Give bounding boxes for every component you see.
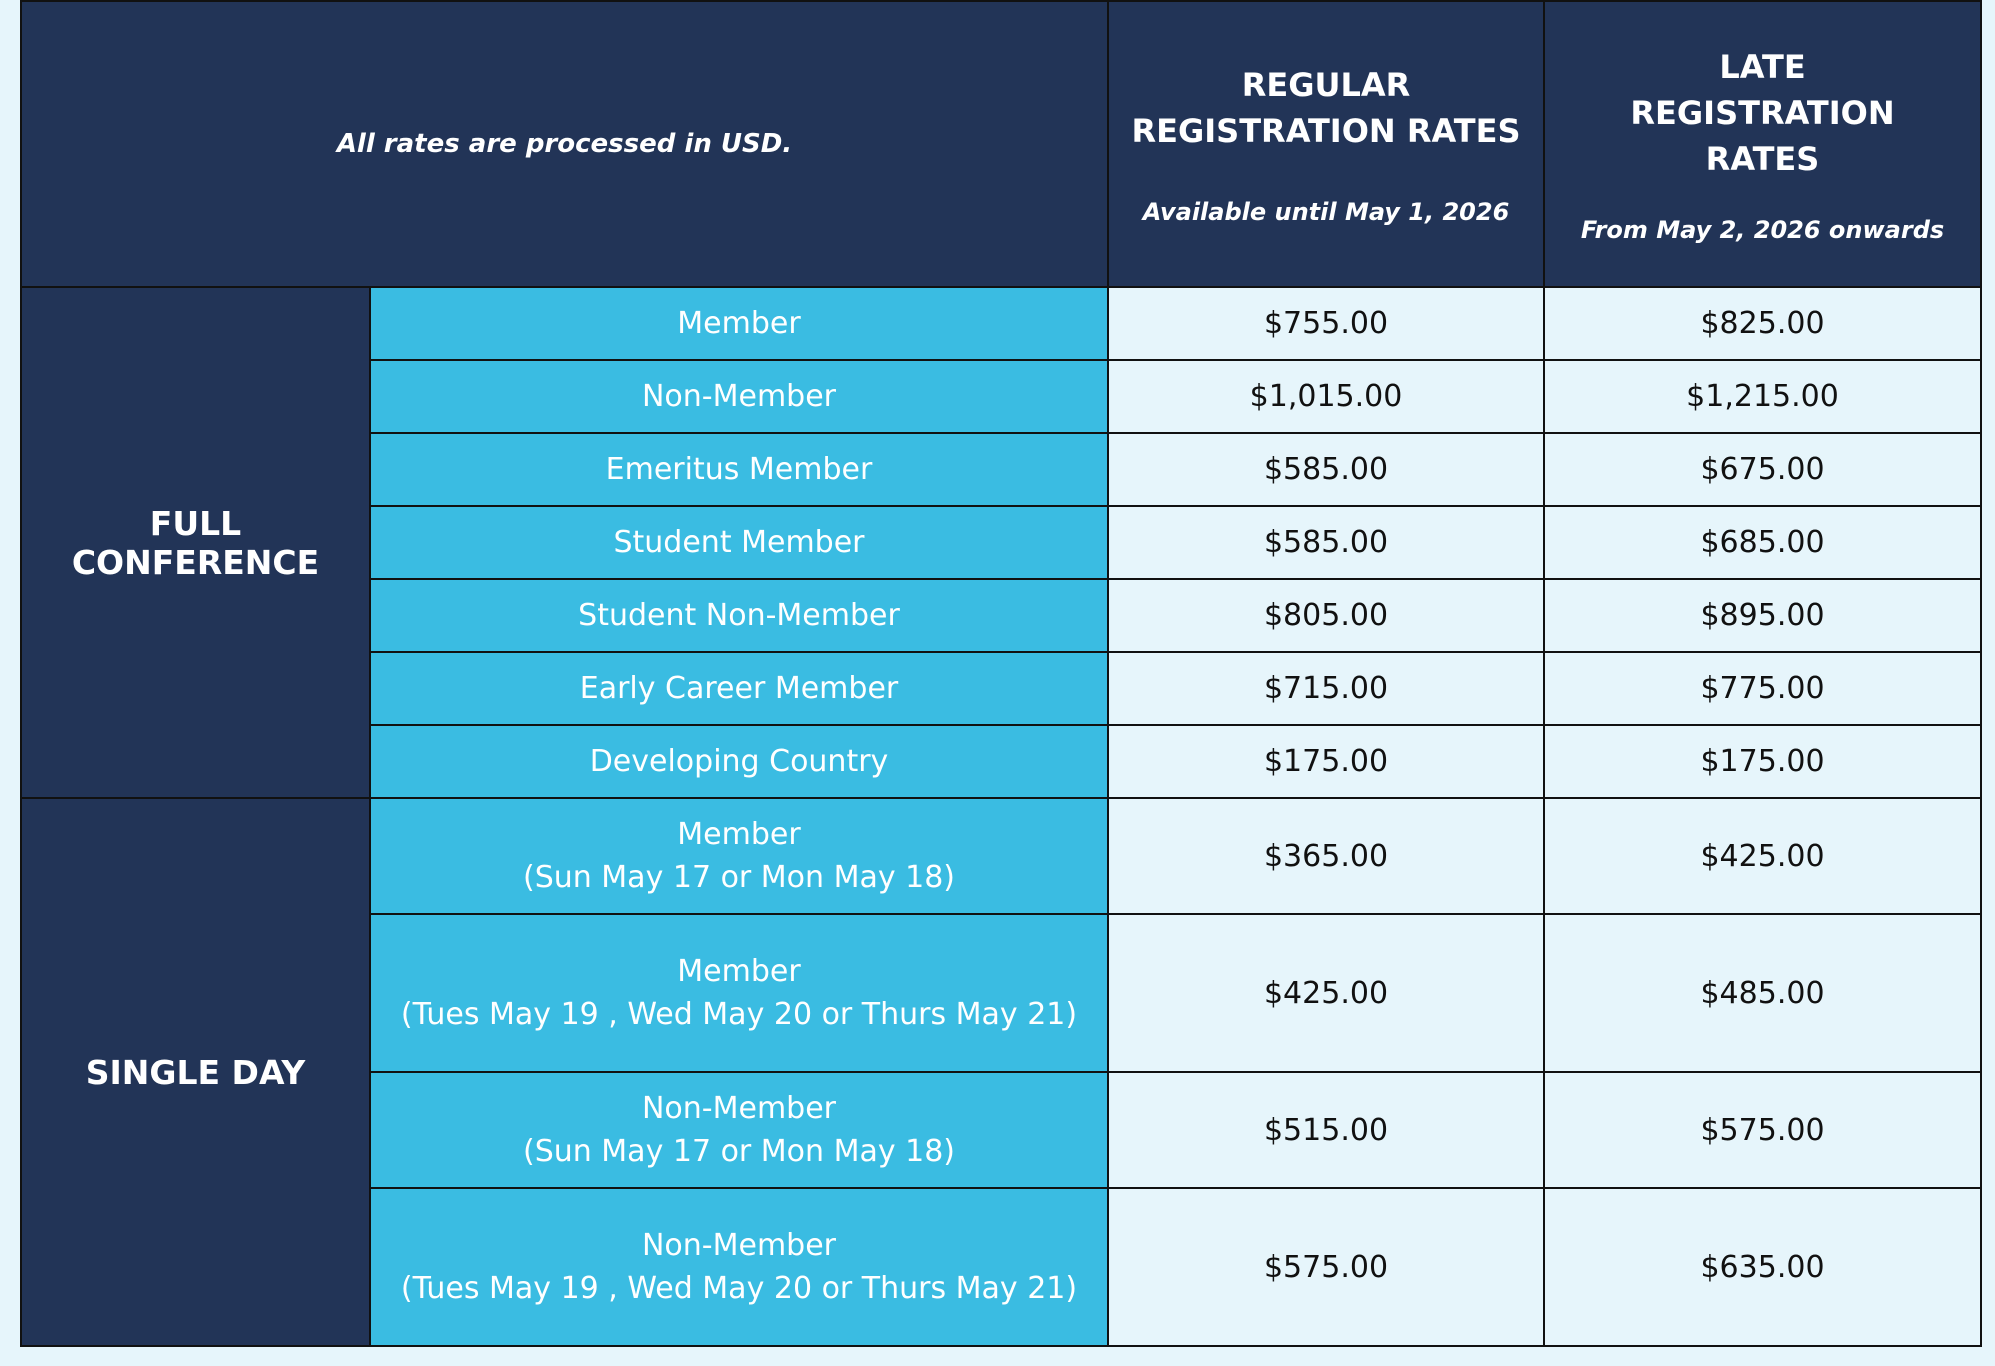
currency-note-cell xyxy=(21,1,1108,287)
regular-price: $755.00 xyxy=(1108,287,1544,360)
regular-price: $715.00 xyxy=(1108,652,1544,725)
registration-type: Developing Country xyxy=(370,725,1108,798)
table-row xyxy=(21,287,1981,360)
late-price: $825.00 xyxy=(1544,287,1981,360)
late-rates-title-line3: RATES xyxy=(1705,140,1820,178)
regular-price: $1,015.00 xyxy=(1108,360,1544,433)
regular-price: $365.00 xyxy=(1108,798,1544,914)
late-rates-subtitle: From May 2, 2026 onwards xyxy=(1580,216,1945,244)
registration-days: (Sun May 17 or Mon May 18) xyxy=(522,860,956,895)
registration-type: Member xyxy=(370,287,1108,360)
late-price: $635.00 xyxy=(1544,1188,1981,1346)
regular-rates-title-line2: REGISTRATION RATES xyxy=(1131,112,1521,150)
header-row xyxy=(21,1,1981,287)
registration-type: Student Non-Member xyxy=(370,579,1108,652)
registration-days: (Sun May 17 or Mon May 18) xyxy=(522,1134,956,1169)
registration-type: Early Career Member xyxy=(370,652,1108,725)
regular-price: $585.00 xyxy=(1108,433,1544,506)
registration-type-label: Non-Member xyxy=(641,1228,837,1263)
group-single-day: SINGLE DAY xyxy=(21,798,370,1346)
registration-type: Emeritus Member xyxy=(370,433,1108,506)
regular-price: $575.00 xyxy=(1108,1188,1544,1346)
late-price: $775.00 xyxy=(1544,652,1981,725)
registration-type: Student Member xyxy=(370,506,1108,579)
registration-type xyxy=(370,914,1108,1072)
currency-note: All rates are processed in USD. xyxy=(336,129,793,159)
registration-type-label: Non-Member xyxy=(641,1091,837,1126)
table-row xyxy=(21,798,1981,914)
regular-price: $425.00 xyxy=(1108,914,1544,1072)
late-price: $175.00 xyxy=(1544,725,1981,798)
registration-rates-table xyxy=(20,0,1982,1347)
late-price: $685.00 xyxy=(1544,506,1981,579)
registration-type xyxy=(370,1188,1108,1346)
registration-days: (Tues May 19 , Wed May 20 or Thurs May 21) xyxy=(400,997,1078,1032)
late-price: $575.00 xyxy=(1544,1072,1981,1188)
regular-price: $805.00 xyxy=(1108,579,1544,652)
registration-type-label: Member xyxy=(677,954,801,989)
late-price: $1,215.00 xyxy=(1544,360,1981,433)
registration-type xyxy=(370,798,1108,914)
registration-type-label: Member xyxy=(677,817,801,852)
regular-price: $515.00 xyxy=(1108,1072,1544,1188)
registration-type: Non-Member xyxy=(370,360,1108,433)
regular-price: $175.00 xyxy=(1108,725,1544,798)
registration-type xyxy=(370,1072,1108,1188)
late-price: $895.00 xyxy=(1544,579,1981,652)
late-rates-title-line2: REGISTRATION xyxy=(1630,94,1895,132)
group-full-conference: FULL CONFERENCE xyxy=(21,287,370,798)
regular-rates-header xyxy=(1108,1,1544,287)
regular-rates-title-line1: REGULAR xyxy=(1241,66,1411,104)
late-price: $485.00 xyxy=(1544,914,1981,1072)
regular-price: $585.00 xyxy=(1108,506,1544,579)
late-price: $425.00 xyxy=(1544,798,1981,914)
registration-days: (Tues May 19 , Wed May 20 or Thurs May 21) xyxy=(400,1271,1078,1306)
late-rates-title-line1: LATE xyxy=(1719,48,1806,86)
late-price: $675.00 xyxy=(1544,433,1981,506)
late-rates-header xyxy=(1544,1,1981,287)
regular-rates-subtitle: Available until May 1, 2026 xyxy=(1142,198,1510,226)
